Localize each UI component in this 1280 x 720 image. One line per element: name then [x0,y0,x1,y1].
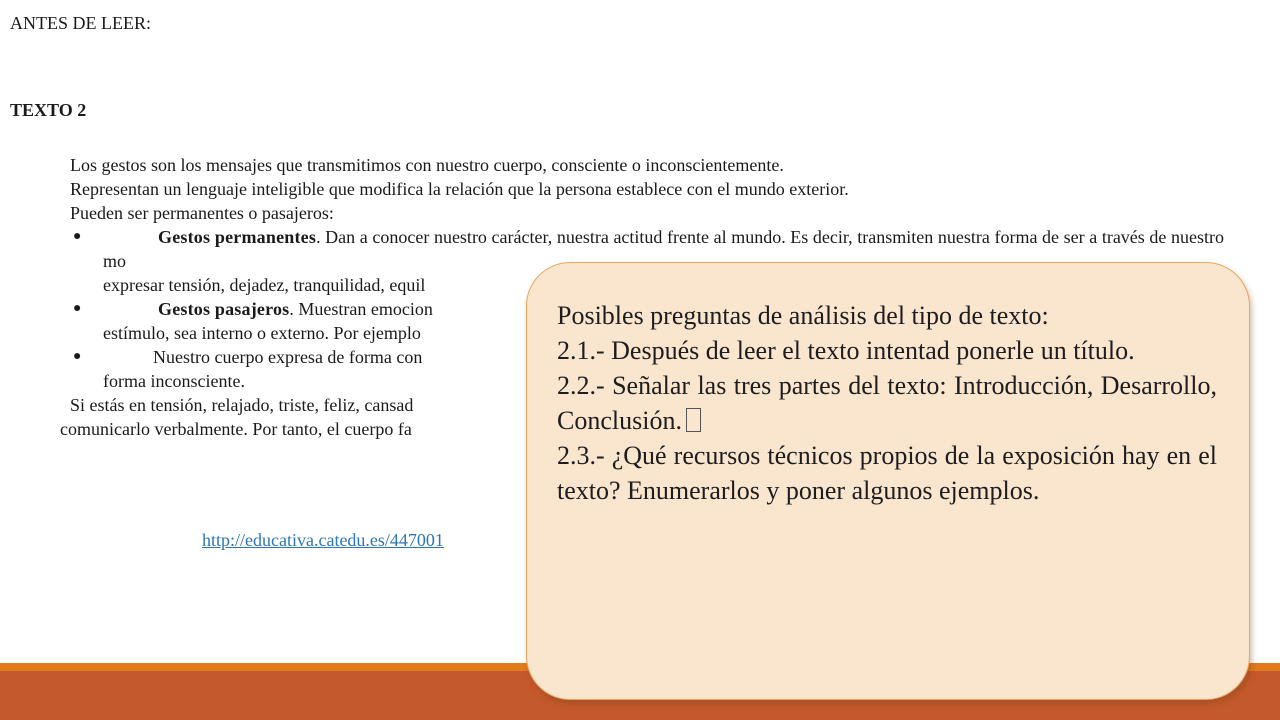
question-2-2 [557,368,1217,438]
closing-line-2: comunicarlo verbalmente. Por tanto, el cuerpo fa [60,419,412,439]
list-item-text-cont: expresar tensión, dejadez, tranquilidad, equil [103,275,426,295]
question-2-3: 2.3.- ¿Qué recursos técnicos propios de la exposición hay en el texto? Enumerarlos y poner algunos ejemplos. [557,441,1217,505]
question-2-2-text: 2.2.- Señalar las tres partes del texto: Introducción, Desarrollo, Conclusión. [557,371,1217,435]
source-link[interactable]: http://educativa.catedu.es/447001 [202,530,444,550]
list-item-text: Nuestro cuerpo expresa de forma con [153,347,423,367]
bullet-icon: ● [73,301,82,316]
list-item-text: . Muestran emocion [289,299,433,319]
list-item-text-cont: forma inconsciente. [103,371,245,391]
list-item-term: Gestos permanentes [158,227,317,247]
closing-line-1: Si estás en tensión, relajado, triste, feliz, cansad [70,395,414,415]
question-2-1: 2.1.- Después de leer el texto intentad ponerle un título. [557,336,1135,365]
list-item-text-cont: estímulo, sea interno o externo. Por ejemplo [103,323,421,343]
paragraph-1: Los gestos son los mensajes que transmitimos con nuestro cuerpo, consciente o inconscientemente. [70,155,784,175]
questions-callout [526,262,1250,700]
bullet-icon: ● [73,349,82,364]
list-item-term: Gestos pasajeros [158,299,290,319]
list-item-text: . Dan a conocer nuestro carácter, nuestra actitud frente al mundo. Es decir, transmiten nuestra forma de ser a través de nuestro mo [103,227,1224,271]
callout-heading: Posibles preguntas de análisis del tipo de texto: [557,301,1049,330]
bullet-icon: ● [73,229,82,244]
paragraph-2: Representan un lenguaje inteligible que modifica la relación que la persona establece con el mundo exterior. [70,179,849,199]
missing-glyph-icon [686,408,701,432]
paragraph-3: Pueden ser permanentes o pasajeros: [70,203,334,223]
text-title: TEXTO 2 [10,100,87,120]
before-reading-heading: ANTES DE LEER: [10,13,151,33]
